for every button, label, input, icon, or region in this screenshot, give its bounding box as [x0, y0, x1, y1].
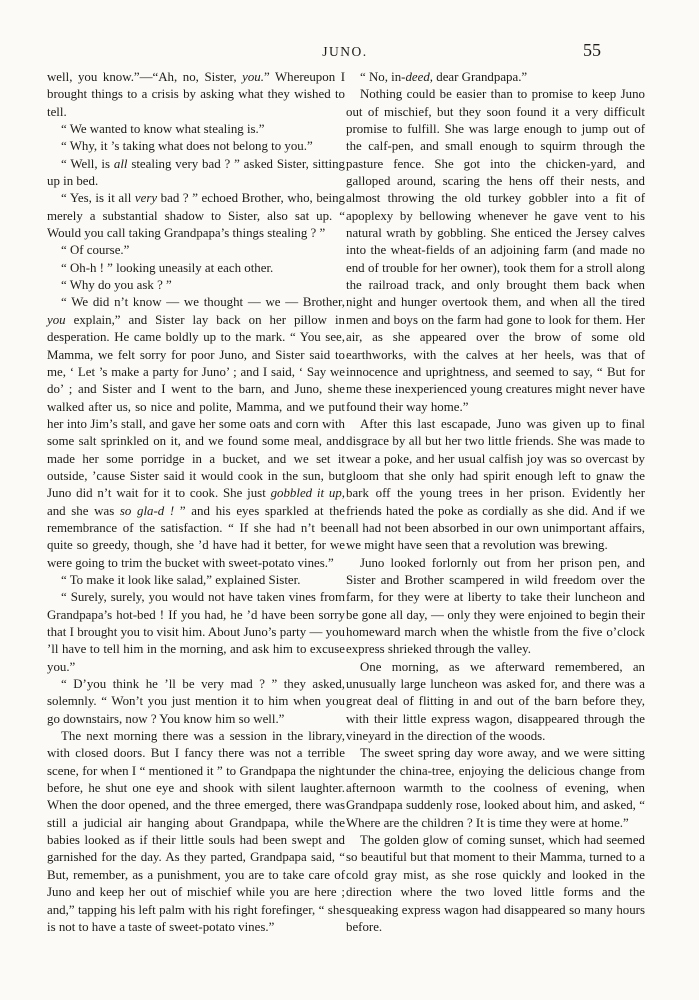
paragraph	[47, 242, 345, 259]
text-run: explain,” and Sister lay back on her pillow in desperation. He came boldly up to the mark. “ You see, Mamma, we felt sorry for poor Juno, and Sister said to me, ‘ Let ’s make a party for Juno’ ; and I said, ‘ Say we do’ ; and Sister and I went to the barn, and Juno, she walked after us, so nice and polite, Mamma, and we put her into Jim’s stall, and gave her some oats and corn with some salt sprinkled on it, and we found some meal, and made her some porridge in a bucket, and we set it outside, ’cause Sister said it would cook in the sun, but Juno did n’t wait for it to cook. She just	[47, 312, 345, 501]
paragraph	[47, 138, 345, 155]
italic-text: you.	[242, 70, 264, 84]
paragraph	[47, 589, 345, 676]
text-run: stealing very bad ? ” asked Sister, sitting up in bed.	[47, 156, 345, 189]
paragraph	[47, 294, 345, 572]
paragraph	[346, 69, 645, 86]
text-run: “ Of course.”	[61, 243, 130, 258]
italic-text: all	[113, 156, 128, 171]
paragraph	[47, 260, 345, 277]
page-number: 55	[583, 40, 601, 60]
text-run: dear Grandpapa.”	[433, 70, 528, 84]
paragraph	[47, 121, 345, 138]
text-run: “ Oh-h ! ” looking uneasily at each other.	[61, 260, 274, 275]
italic-text: so gla-d !	[119, 503, 175, 518]
text-run: The golden glow of coming sunset, which had seemed so beautiful but that moment to their Mamma, turned to a cold gray mist, as she rose quickly and looked in the direction where the two loved little forms and the squeaking express wagon had disappeared so many hours before.	[346, 833, 645, 934]
text-run: After this last escapade, Juno was given up to final disgrace by all but her two little friends. She was made to wear a poke, and her usual calfish joy was so overcast by gloom that she only had spirit enough left to gnaw the bark off the young trees in her prison. Evidently her friends hated the poke as cordially as she did. And if we all had not been absorbed in our own unimportant affairs, we might have seen that a revolution was brewing.	[346, 416, 645, 553]
running-head: JUNO.	[322, 44, 368, 59]
text-run: Nothing could be easier than to promise to keep Juno out of mischief, but they soon found it a very difficult promise to fulfill. She was large enough to jump out of the calf-pen, and small enough to squirm through the pasture fence. She got into the chicken-yard, and galloped around, scaring the hens off their nests, and almost throwing the old turkey gobbler into a fit of apoplexy by bellowing whenever he gave vent to his natural wrath by gobbling. She enticed the Jersey calves into the wheat-fields of an adjoining farm (and made no end of trouble for her owner), took them for a stroll along the railroad track, and only brought them back when night and hunger overtook them, and when all the tired men and boys on the farm had gone to look for them. Her air, as she appeared over the brow of some old earthworks, with the calves at her heels, was that of innocence and uprightness, and seemed to say, “ But for me these inexperienced young creatures might never have found their way home.”	[346, 87, 645, 414]
paragraph	[47, 190, 345, 242]
paragraph	[47, 277, 345, 294]
paragraph	[346, 832, 645, 936]
italic-text: gobbled it up,	[270, 486, 345, 501]
text-run: and she was	[47, 503, 120, 518]
paragraph	[47, 728, 345, 936]
text-run: “ Why do you ask ? ”	[61, 278, 172, 293]
paragraph	[47, 69, 345, 121]
text-run: ” Whereupon I brought things to a crisis by asking what they wished to tell.	[47, 70, 345, 119]
text-run: ” and his eyes sparkled at the remembrance of the satisfaction. “ If she had n’t been quite so greedy, though, she ’d have had it better, for we were going to trim the bucket with sweet-potato vines.”	[47, 503, 345, 570]
text-run: “ We wanted to know what stealing is.”	[61, 122, 265, 137]
paragraph	[346, 659, 645, 746]
text-run: “ We did n’t know — we thought — we — Brother,	[61, 295, 345, 310]
paragraph	[346, 745, 645, 832]
text-run: “ To make it look like salad,” explained Sister.	[61, 572, 301, 587]
text-run: “ D’you think he ’ll be very mad ? ” they asked, solemnly. “ Won’t you just mention it to him when you go downstairs, now ? You know him so well.”	[47, 677, 345, 726]
text-run: “ Why, it ’s taking what does not belong to you.”	[61, 139, 313, 154]
text-run: Juno looked forlornly out from her prison pen, and Sister and Brother scampered in wild freedom over the farm, for they were at liberty to take their luncheon and be gone all day, — only they were enjoined to begin their homeward march when the whistle from the five o’clock express shrieked through the valley.	[346, 555, 645, 657]
left-text-column	[47, 69, 345, 936]
text-run: One morning, as we afterward remembered, an unusually large luncheon was asked for, and there was a great deal of flitting in and out of the barn before they, with their little express wagon, disappeared through the vineyard in the direction of the woods.	[346, 659, 645, 744]
right-text-column	[346, 69, 645, 936]
text-run: well, you know.”—“Ah, no, Sister,	[47, 70, 243, 84]
text-run: The next morning there was a session in the library, with closed doors. But I fancy there was not a terrible scene, for when I “ mentioned it ” to Grandpapa the night before, he shut one eye and shook with silent laughter. When the door opened, and the three emerged, there was still a judicial air hanging about Grandpapa, while the babies looked as if their little souls had been swept and garnished for the day. As they parted, Grandpapa said, “ But, remember, as a punishment, you are to take care of Juno and keep her out of mischief while you are here ; and,” tapping his left palm with his right forefinger, “ she is not to have a taste of sweet-potato vines.”	[47, 729, 345, 934]
paragraph	[346, 555, 645, 659]
paragraph	[47, 676, 345, 728]
paragraph	[47, 572, 345, 589]
italic-text: deed,	[405, 70, 434, 84]
italic-text: very	[134, 191, 158, 206]
paragraph	[47, 156, 345, 191]
text-run: “ Yes, is it all	[61, 191, 135, 206]
text-run: bad ? ” echoed Brother, who, being merely a substantial shadow to Sister, also sat up. “ Would you call taking Grandpapa’s things stealing ? ”	[47, 191, 345, 241]
text-run: “ Surely, surely, you would not have taken vines from Grandpapa’s hot-bed ! If you had, he ’d have been sorry that I brought you to visit him. About Juno’s party — you ’ll have to tell him in the morning, and ask him to excuse you.”	[47, 590, 345, 674]
text-run: “ No, in-	[360, 70, 406, 84]
italic-text: you	[47, 312, 66, 327]
text-run: The sweet spring day wore away, and we were sitting under the china-tree, enjoying the delicious change from afternoon warmth to the coolness of evening, when Grandpapa suddenly rose, looked about him, and asked, “ Where are the children ? It is time they were at home.”	[346, 746, 645, 830]
paragraph	[346, 416, 645, 555]
paragraph	[346, 86, 645, 416]
text-run: “ Well, is	[61, 156, 114, 171]
